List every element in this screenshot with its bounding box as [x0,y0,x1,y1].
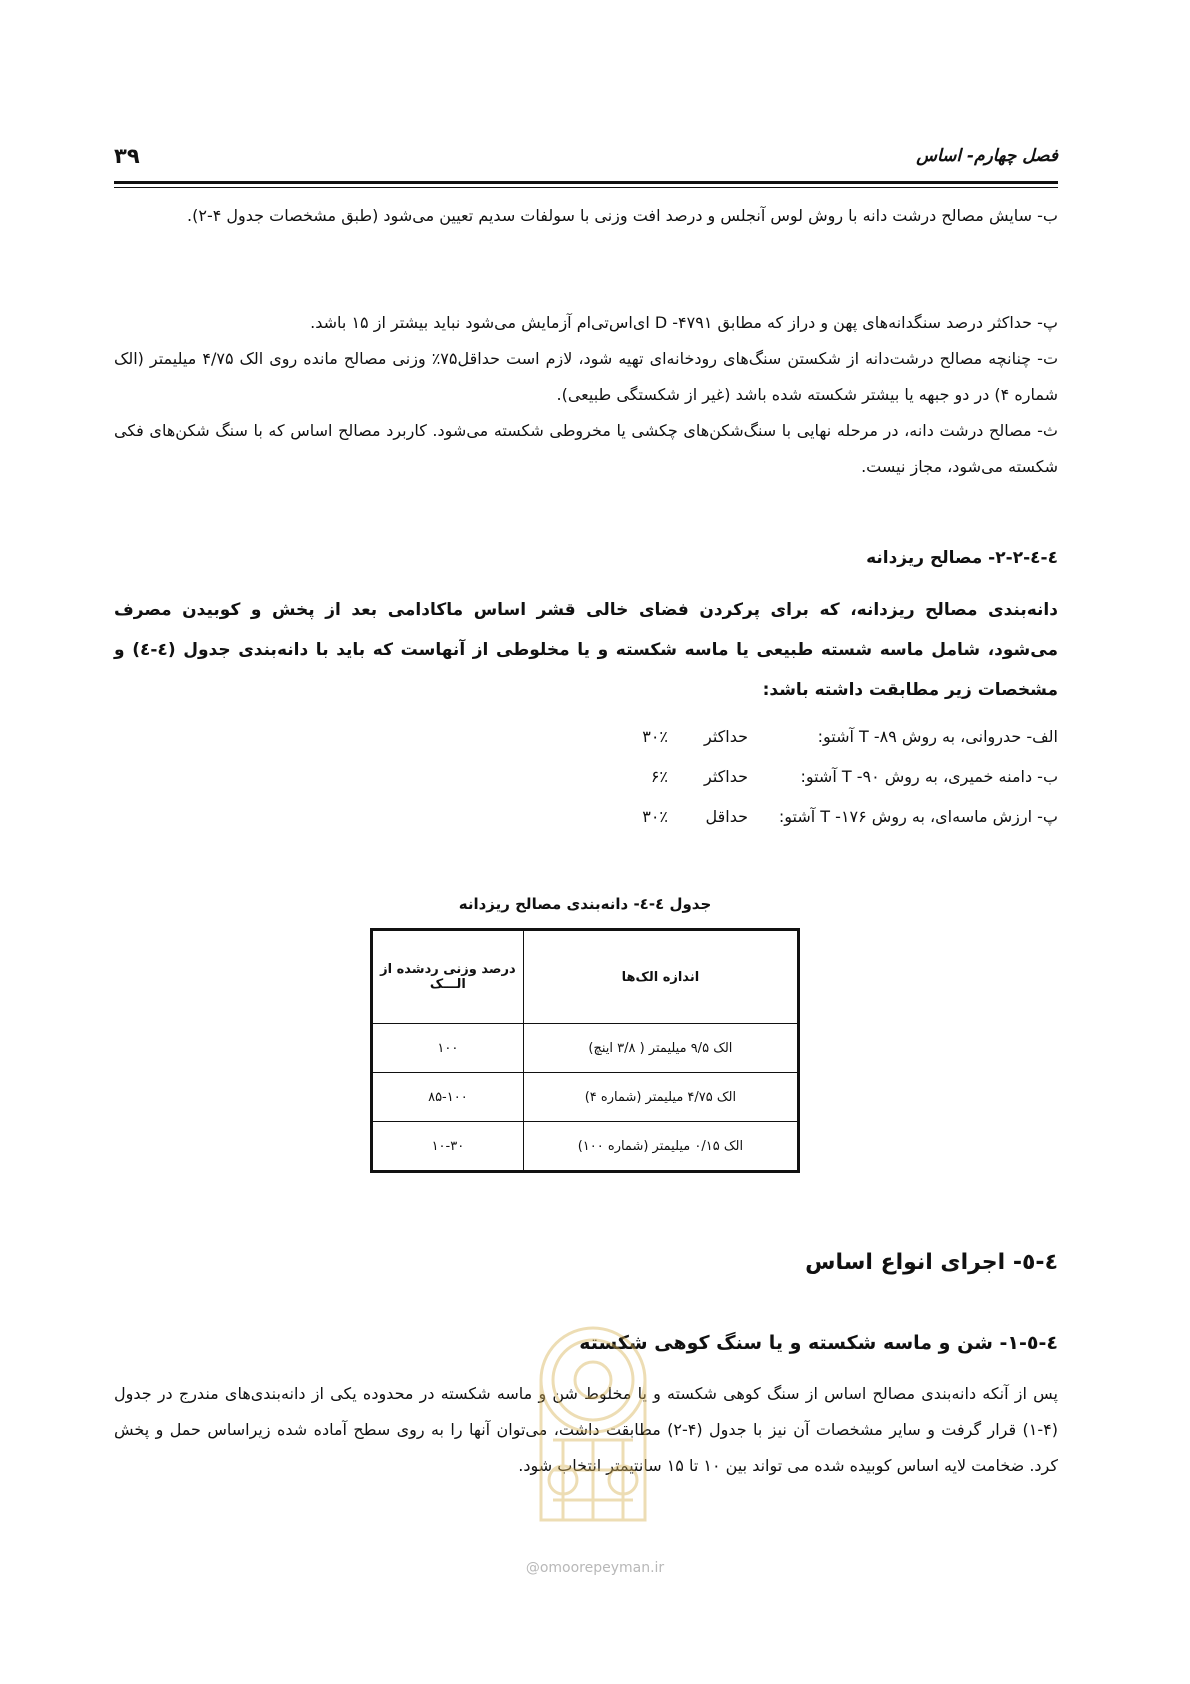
spec-label: ب- دامنه خمیری، به روش ۹۰- T آشتو: [800,767,1058,786]
header-rule-thin [114,187,1058,188]
paragraph-crushers: ث- مصالح درشت دانه، در مرحله نهایی با سنگ‌شکن‌های چکشی یا مخروطی شکسته می‌شود. کاربرد مصالح اساس که با سنگ شکن‌های فکی شکسته می‌شود، مجاز نیست. [114,421,1058,476]
header-rule-thick [114,181,1058,184]
cell-sieve-size: الک ۰/۱۵ میلیمتر (شماره ۱۰۰) [523,1122,798,1172]
grading-table [370,928,800,1173]
spec-item [598,767,1058,807]
paragraph-crushed-faces: ت- چنانچه مصالح درشت‌دانه از شکستن سنگ‌های رودخانه‌ای تهیه شود، لازم است حداقل۷۵٪ وزنی مصالح مانده روی الک ۴/۷۵ میلیمتر (الک شماره ۴) در دو جبهه یا بیشتر شکسته شده باشد (غیر از شکستگی طبیعی). [114,349,1059,404]
header-sieve-size: اندازه الک‌ها [523,930,798,1024]
page-header [114,142,1058,178]
cell-percent: ۸۵-۱۰۰ [372,1073,524,1122]
paragraph-flaky-particles: پ- حداکثر درصد سنگدانه‌های پهن و دراز که مطابق D -۴۷۹۱ ای‌اس‌تی‌ام آزمایش می‌شود نباید بیشتر از ۱۵ باشد. [310,313,1058,332]
chapter-title: فصل چهارم- اساس [916,146,1058,166]
watermark-seal-icon [508,1320,678,1550]
spec-value: ۳۰٪ [642,807,668,826]
spec-value: ۳۰٪ [642,727,668,746]
spec-limit: حداکثر [703,767,748,786]
watermark-url: @omoorepeyman.ir [525,1560,665,1576]
paragraph-placement: پس از آنکه دانه‌بندی مصالح اساس از سنگ کوهی شکسته و یا مخلوط شن و ماسه شکسته در محدوده یکی از دانه‌بندی‌های مندرج در جدول (۴-۱) قرار گرفت و سایر مشخصات آن نیز با جدول (۴-۲) مطابقت داشت، می‌توان آنها را به روی سطح آماده شده زیراساس حمل و پخش کرد. ضخامت لایه اساس کوبیده شده می تواند بین ۱۰ تا ۱۵ سانتیمتر انتخاب شود. [114,1384,1058,1475]
spec-item [598,727,1058,767]
table-row [372,1024,799,1073]
spec-list [598,727,1058,847]
section-heading-base-construction: ٤-٥- اجرای انواع اساس [805,1250,1058,1275]
table-header-row [372,930,799,1024]
cell-sieve-size: الک ۴/۷۵ میلیمتر (شماره ۴) [523,1073,798,1122]
spec-label: پ- ارزش ماسه‌ای، به روش ۱۷۶- T آشتو: [778,807,1058,826]
spec-limit: حداکثر [703,727,748,746]
table-row [372,1122,799,1172]
spec-limit: حداقل [705,807,748,826]
subheading-crushed-gravel: ٤-٥-١- شن و ماسه شکسته و یا سنگ کوهی شکسته [579,1332,1058,1354]
cell-percent: ۱۰۰ [372,1024,524,1073]
table-caption: جدول ٤-٤- دانه‌بندی مصالح ریزدانه [458,895,712,913]
paragraph-abrasion: ب- سایش مصالح درشت دانه با روش لوس آنجلس و درصد افت وزنی با سولفات سدیم تعیین می‌شود (طبق مشخصات جدول ۴-۲). [187,206,1058,225]
paragraph-fine-grading: دانه‌بندی مصالح ریزدانه، که برای پرکردن فضای خالی قشر اساس ماکادامی بعد از پخش و کوبیدن مصرف می‌شود، شامل ماسه شسته طبیعی یا ماسه شکسته و یا مخلوطی از آنهاست که باید با دانه‌بندی جدول (٤-٤) و مشخصات زیر مطابقت داشته باشد: [114,600,1058,700]
watermark-logo [508,1320,678,1550]
spec-label: الف- حدروانی، به روش ۸۹- T آشتو: [817,727,1058,746]
subheading-fine-aggregate: ٤-٤-٢-٢- مصالح ریزدانه [866,548,1058,568]
header-percent-passing: درصد وزنی ردشده از الـــک [372,930,524,1024]
page-number: ۳۹ [114,144,140,168]
cell-sieve-size: الک ۹/۵ میلیمتر ( ۳/۸ اینچ) [523,1024,798,1073]
cell-percent: ۱۰-۳۰ [372,1122,524,1172]
spec-item [598,807,1058,847]
spec-value: ۶٪ [650,767,668,786]
table-row [372,1073,799,1122]
